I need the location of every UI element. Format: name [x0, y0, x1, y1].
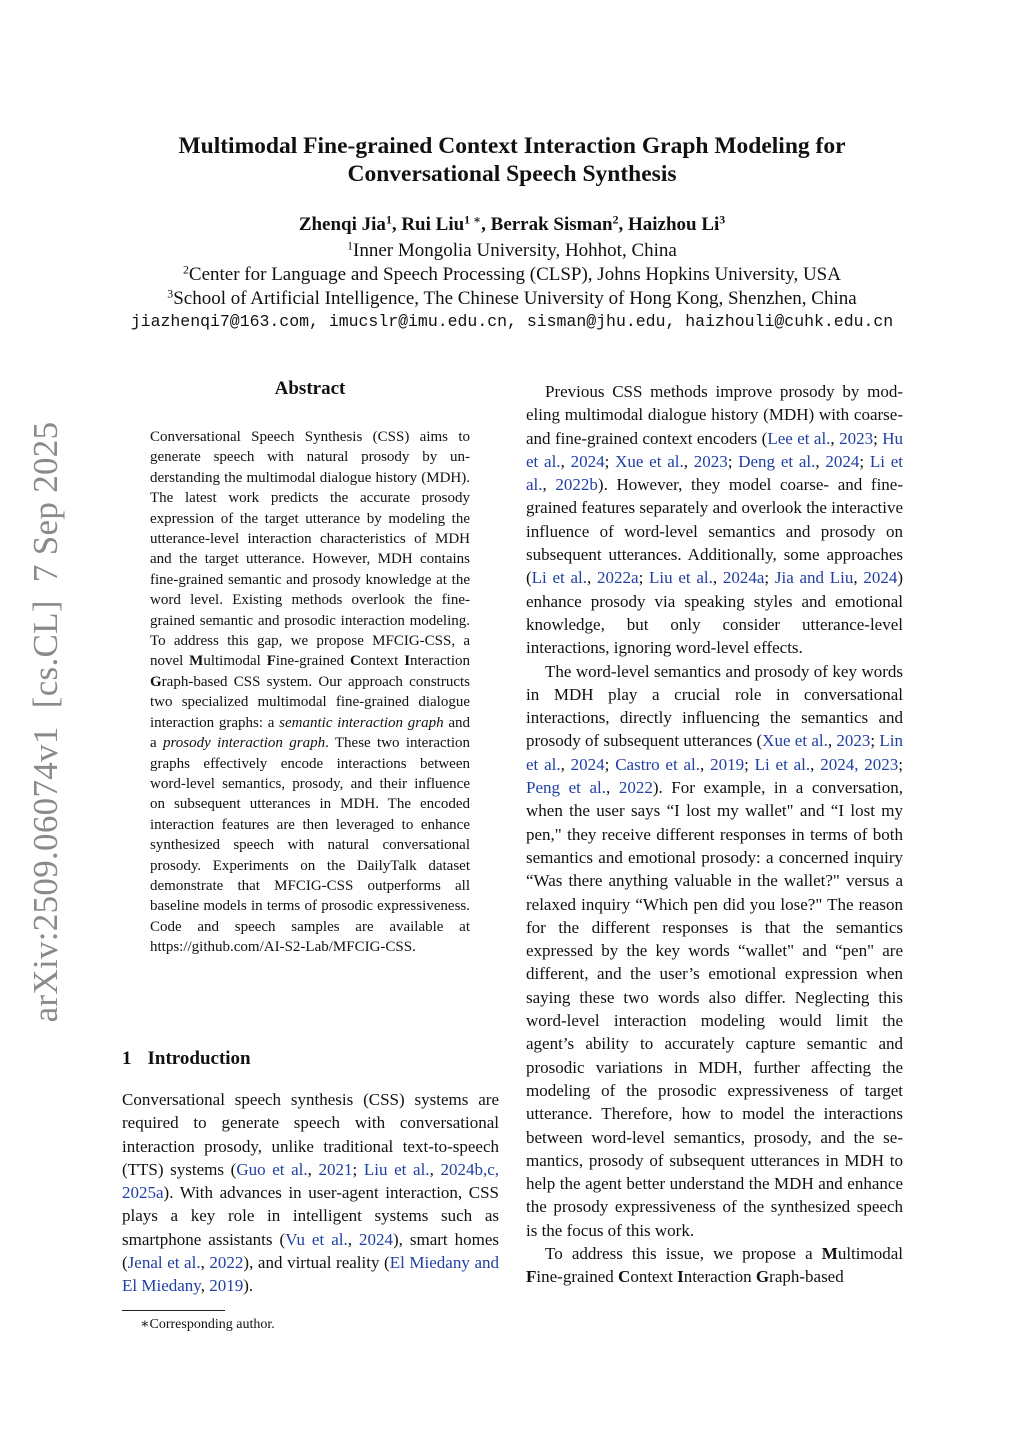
citation-link[interactable]: 2023 [836, 731, 871, 751]
citation-link[interactable]: Xue et al. [615, 451, 684, 471]
affiliation-2: $^2$Center for Language and Speech Processing (CLSP), Johns Hopkins University, USA [183, 263, 841, 285]
citation-link[interactable]: 2023 [839, 428, 874, 448]
abstract-em-semantic-graph: semantic interaction graph [279, 714, 444, 731]
citation-link[interactable]: 2024b,c, 2025a [122, 1159, 499, 1203]
abstract-body: Conversational Speech Synthesis (CSS) aims to generate speech with natural prosody by understanding the multimodal dialogue history (MDH). The latest work predicts the accurate prosody expression of the target utterance by modeling the utterance-level interaction characteristics of MDH and the target utterance. However, MDH contains fine-grained semantic and prosody knowledge at the word level. Existing methods overlook the fine-grained semantic and prosodic interaction modeling. To address this gap, we propose MFCIG-CSS, a novel Multimodal Fine-grained Context Interaction Graph-based CSS system. Our approach constructs two specialized multimodal fine-grained dialogue interaction graphs: a semantic interaction graph and a prosody interaction graph. These two interaction graphs effectively encode interactions between word-level semantics, prosody, and their influence on subsequent utterances in MDH. The encoded interaction features are then leveraged to enhance synthesized speech with natural conversational prosody. Experiments on the DailyTalk dataset demonstrate that MFCIG-CSS outperforms all baseline models in terms of prosodic expressiveness. Code and speech samples are available at https://github.com/AI-S2-Lab/MFCIG-CSS. [150, 429, 471, 956]
intro-paragraph-1: Conversational speech synthesis (CSS) systems are required to generate speech with conversational interaction prosody, unlike traditional text-to-speech (TTS) systems (Guo et al., 2021; Liu et al., 2024b,c, 2025a). With advances in user-agent interaction, CSS plays a key role in intelligent systems such as smartphone assistants (Vu et al., 2024), smart homes (Jenal et al., 2022), and virtual reality (El Miedany and El Miedany, 2019). [122, 1090, 500, 1296]
author-list [0, 214, 1024, 236]
paper-title [0, 132, 1024, 188]
citation-link[interactable]: Liu et al. [649, 568, 713, 588]
citation-link[interactable]: Hu et al. [526, 428, 903, 471]
citation-link[interactable]: 2024, 2023 [820, 754, 899, 774]
author-3: Berrak Sisman$^2$, [490, 213, 628, 235]
citation-link[interactable]: Peng et al. [526, 778, 606, 798]
citation-link[interactable]: El Miedany and El Miedany [122, 1253, 499, 1296]
author-1: Zhenqi Jia$^1$, [298, 213, 402, 235]
citation-link[interactable]: Jenal et al. [127, 1253, 201, 1273]
author-2: Rui Liu$^{1 ∗}$, [401, 213, 491, 235]
citation-link[interactable]: Jia and Liu [774, 568, 854, 588]
affiliation-1: $^1$Inner Mongolia University, Hohhot, China [347, 239, 677, 261]
citation-link[interactable]: Vu et al. [285, 1229, 348, 1249]
citation-link[interactable]: Deng et al. [738, 451, 816, 471]
author-4: Haizhou Li$^3$ [627, 213, 726, 235]
citation-link[interactable]: 2024 [863, 568, 898, 588]
citation-link[interactable]: 2024 [825, 451, 860, 471]
citation-link[interactable]: 2022 [209, 1253, 244, 1273]
abstract-heading: Abstract [274, 378, 346, 399]
section-title: Introduction [147, 1048, 251, 1069]
citation-link[interactable]: 2022b [555, 475, 598, 495]
right-paragraph-3: To address this issue, we propose a Multimodal Fine-grained Context Interaction Graph-based [526, 1243, 903, 1287]
affiliation-3: $^3$School of Artificial Intelligence, The Chinese University of Hong Kong, Shenzhen, China [167, 287, 857, 309]
title-line-2: Conversational Speech Synthesis [347, 161, 677, 187]
citation-link[interactable]: Guo et al. [236, 1159, 308, 1179]
citation-link[interactable]: 2021 [318, 1159, 353, 1179]
citation-link[interactable]: 2024 [570, 754, 605, 774]
citation-link[interactable]: Liu et al. [363, 1159, 430, 1179]
citation-link[interactable]: Xue et al. [762, 731, 828, 751]
citation-link[interactable]: 2022 [618, 778, 653, 798]
footnote-corresponding-author: ∗Corresponding author. [140, 1317, 275, 1332]
arxiv-identifier-text: arXiv:2509.06074v1 [cs.CL] 7 Sep 2025 [26, 421, 65, 1023]
citation-link[interactable]: 2023 [693, 451, 728, 471]
citation-link[interactable]: Castro et al. [615, 754, 701, 774]
citation-link[interactable]: 2022a [597, 568, 639, 588]
citation-link[interactable]: Li et al. [531, 568, 588, 588]
introduction-heading [122, 1048, 251, 1070]
citation-link[interactable]: 2019 [209, 1276, 244, 1296]
citation-link[interactable]: Li et al. [754, 754, 811, 774]
author-emails: jiazhenqi7@163.com, imucslr@imu.edu.cn, sisman@jhu.edu, haizhouli@cuhk.edu.cn [130, 312, 894, 331]
abstract-em-prosody-graph: prosody interaction graph [162, 735, 326, 752]
footnote-rule [122, 1310, 225, 1311]
section-number: 1 [122, 1048, 132, 1069]
citation-link[interactable]: 2024a [722, 568, 765, 588]
right-paragraph-2: The word-level semantics and prosody of key words in MDH play a crucial role in conversational interactions, directly influencing the semantics and prosody of subsequent utterances (Xue et al., 2023; Lin et al., 2024; Castro et al., 2019; Li et al., 2024, 2023; Peng et al., 2022). For example, in a conversation, when the user says “I lost my wallet" and “I lost my pen," they receive different responses in terms of both semantics and emotional prosody: a concerned inquiry “Was there anything valuable in the wallet?" versus a relaxed inquiry “Which pen did you lose?" The reason for the different responses is that the semantics expressed by the key words “wallet" and “pen" are different, and the user’s emotional expression when saying these two words also differ. Neglecting this word-level interaction modeling would limit the agent’s ability to accurately capture semantic and prosodic variations in MDH, further affecting the modeling of the prosodic expressiveness of target utterance. Therefore, how to model the interactions between word-level semantics, prosody, and the semantics, prosody of subsequent utterances in MDH to help the agent better understand the MDH and enhance the prosody expressiveness of the synthesized speech is the focus of this work. [526, 661, 904, 1240]
right-column [526, 380, 903, 1289]
citation-link[interactable]: Lee et al. [767, 428, 831, 448]
citation-link[interactable]: Li et al. [526, 451, 904, 495]
citation-link[interactable]: 2024 [358, 1229, 393, 1249]
citation-link[interactable]: 2024 [570, 451, 605, 471]
right-paragraph-1: Previous CSS methods improve prosody by modeling multimodal dialogue history (MDH) with coarse- and fine-grained context encoders (Lee et al., 2023; Hu et al., 2024; Xue et al., 2023; Deng et al., 2024; Li et al., 2022b). However, they model coarse- and fine-grained features separately and overlook the interactive influence of word-level semantics and prosody on subsequent utterances. Additionally, some approaches (Li et al., 2022a; Liu et al., 2024a; Jia and Liu, 2024) enhance prosody via speaking styles and emotional knowledge, but only consider utterance-level interactions, ignoring word-level effects. [526, 382, 904, 658]
title-line-1: Multimodal Fine-grained Context Interaction Graph Modeling for [178, 133, 846, 159]
citation-link[interactable]: Lin et al. [526, 731, 903, 774]
citation-link[interactable]: 2019 [710, 754, 745, 774]
